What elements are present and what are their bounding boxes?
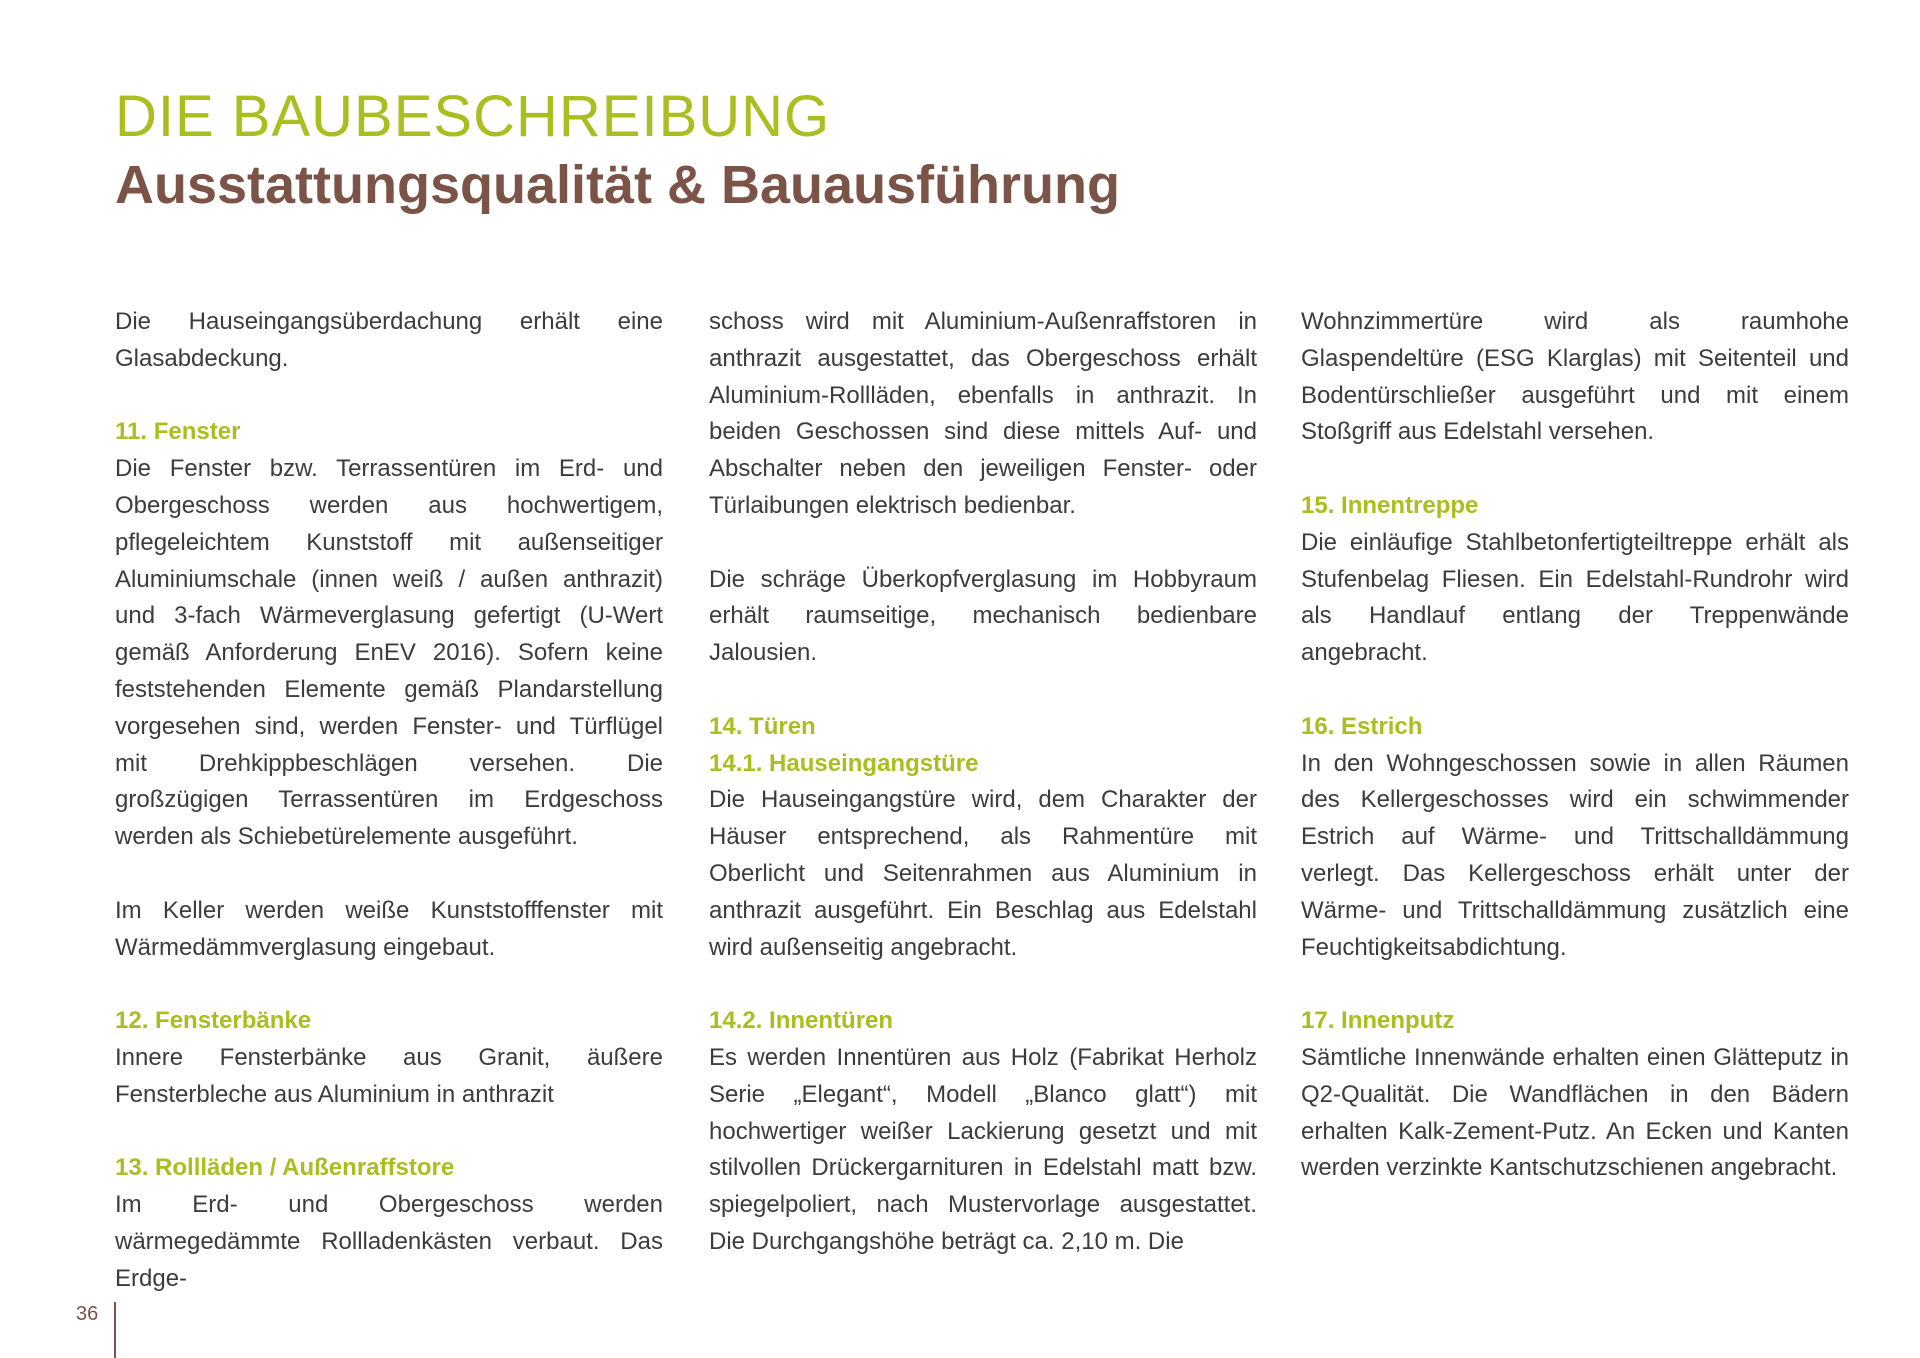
section-heading-innentreppe: 15. Innentreppe: [1301, 491, 1479, 519]
continuation-paragraph: Wohnzimmertüre wird als raumhohe Glaspendeltüre (ESG Klarglas) mit Seitenteil und Bodentürschließer ausgeführt und mit einem Stoßgriff aus Edelstahl versehen.: [1301, 308, 1849, 446]
section-paragraph: Die Fenster bzw. Terrassentüren im Erd- und Obergeschoss werden aus hochwertigem, pflegeleichtem Kunststoff mit außenseitiger Aluminiumschale (innen weiß / außen anthrazit) und 3-fach Wärmeverglasung gefertigt (U-Wert gemäß Anforderung EnEV 2016). Sofern keine feststehenden Elemente gemäß Plandarstellung vorgesehen sind, werden Fenster- und Türflügel mit Drehkippbeschlägen versehen. Die großzügigen Terrassentüren im Erdgeschoss werden als Schiebetürelemente ausgeführt.: [115, 455, 663, 851]
section-paragraph: Die schräge Überkopfverglasung im Hobbyraum erhält raumseitige, mechanisch bedienbare Jalousien.: [709, 565, 1257, 667]
section-paragraph: Es werden Innentüren aus Holz (Fabrikat Herholz Serie „Elegant“, Modell „Blanco glatt“) mit hochwertiger weißer Lackierung gesetzt und mit stilvollen Drückergarnituren in Edelstahl matt bzw. spiegelpoliert, nach Mustervorlage ausgestattet. Die Durchgangshöhe beträgt ca. 2,10 m. Die: [709, 1043, 1257, 1255]
section-kicker: DIE BAUBESCHREIBUNG: [115, 84, 831, 149]
section-heading-estrich: 16. Estrich: [1301, 712, 1423, 740]
page-number: 36: [76, 1303, 99, 1325]
subsection-heading-hauseingangstuere: 14.1. Hauseingangstüre: [709, 749, 979, 777]
section-paragraph: Sämtliche Innenwände erhalten einen Glätteputz in Q2-Qualität. Die Wandflächen in den Bädern erhalten Kalk-Zement-Putz. An Ecken und Kanten werden verzinkte Kantschutzschienen angebracht.: [1301, 1043, 1849, 1182]
section-heading-fensterbaenke: 12. Fensterbänke: [115, 1007, 312, 1035]
page-header: [115, 82, 1120, 218]
section-heading-rolllaeden: 13. Rollläden / Außenraffstore: [115, 1154, 455, 1182]
text-column-2: [709, 304, 1257, 1261]
section-paragraph: In den Wohngeschossen sowie in allen Räumen des Kellergeschosses wird ein schwimmender Estrich auf Wärme- und Trittschalldämmung verlegt. Das Kellergeschoss erhält unter der Wärme- und Trittschalldämmung zusätzlich eine Feuchtigkeitsabdichtung.: [1301, 749, 1849, 961]
page-title: Ausstattungsqualität & Bauausführung: [115, 155, 1121, 215]
continuation-paragraph: schoss wird mit Aluminium-Außenraffstoren in anthrazit ausgestattet, das Obergeschoss erhält Aluminium-Rollläden, ebenfalls in anthrazit. In beiden Geschossen sind diese mittels Auf- und Abschalter neben den jeweiligen Fenster- oder Türlaibungen elektrisch bedienbar.: [709, 308, 1257, 519]
section-paragraph: Die einläufige Stahlbetonfertigteiltreppe erhält als Stufenbelag Fliesen. Ein Edelstahl-Rundrohr wird als Handlauf entlang der Treppenwände angebracht.: [1301, 528, 1849, 667]
text-column-1: [115, 304, 663, 1298]
subsection-heading-innentueren: 14.2. Innentüren: [709, 1007, 894, 1035]
page-number-divider: [114, 1302, 116, 1358]
text-column-3: [1301, 304, 1849, 1187]
intro-paragraph: Die Hauseingangsüberdachung erhält eine Glasabdeckung.: [115, 308, 663, 372]
section-paragraph: Innere Fensterbänke aus Granit, äußere Fensterbleche aus Aluminium in anthrazit: [115, 1043, 663, 1108]
section-heading-fenster: 11. Fenster: [115, 418, 241, 446]
section-heading-innenputz: 17. Innenputz: [1301, 1007, 1455, 1035]
section-heading-tueren: 14. Türen: [709, 712, 816, 740]
section-paragraph: Im Keller werden weiße Kunststofffenster mit Wärmedämmverglasung eingebaut.: [115, 896, 663, 961]
section-paragraph: Die Hauseingangstüre wird, dem Charakter der Häuser entsprechend, als Rahmentüre mit Oberlicht und Seitenrahmen aus Aluminium in anthrazit ausgeführt. Ein Beschlag aus Edelstahl wird außenseitig angebracht.: [709, 786, 1257, 961]
section-paragraph: Im Erd- und Obergeschoss werden wärmegedämmte Rollladenkästen verbaut. Das Erdge-: [115, 1191, 663, 1292]
